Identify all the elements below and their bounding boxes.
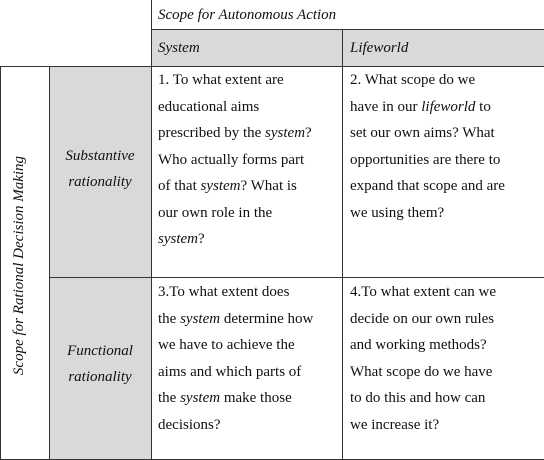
grid-line <box>151 29 544 30</box>
grid-line <box>49 277 544 278</box>
column-header-system: System <box>158 40 200 56</box>
cell-question-4: 4.To what extent can we decide on our own rules and working methods? What scope do we have to do this and how can we increase it? <box>350 284 496 433</box>
cell-question-3: 3.To what extent does the system determine how we have to achieve the aims and which parts of the system make those decisions? <box>158 284 314 433</box>
row-group-header: Scope for Rational Decision Making <box>11 155 28 375</box>
row-group-header-container <box>0 70 40 460</box>
grid-line <box>342 29 343 460</box>
row-label-functional: Functional rationality <box>67 343 133 385</box>
cell-question-2: 2. What scope do we have in our lifeworld to set our own aims? What opportunities are there to expand that scope and are we using them? <box>350 72 505 221</box>
row-label-column-shade <box>49 66 151 460</box>
row-label-substantive: Substantive rationality <box>65 148 135 190</box>
column-group-header: Scope for Autonomous Action <box>158 7 337 23</box>
column-header-lifeworld: Lifeworld <box>350 40 409 56</box>
cell-question-1: 1. To what extent are educational aims prescribed by the system? Who actually forms part of that system? What is our own role in the system? <box>158 72 312 247</box>
grid-line <box>151 0 152 460</box>
column-subheader-row-shade <box>151 29 544 66</box>
grid-line <box>49 66 50 460</box>
